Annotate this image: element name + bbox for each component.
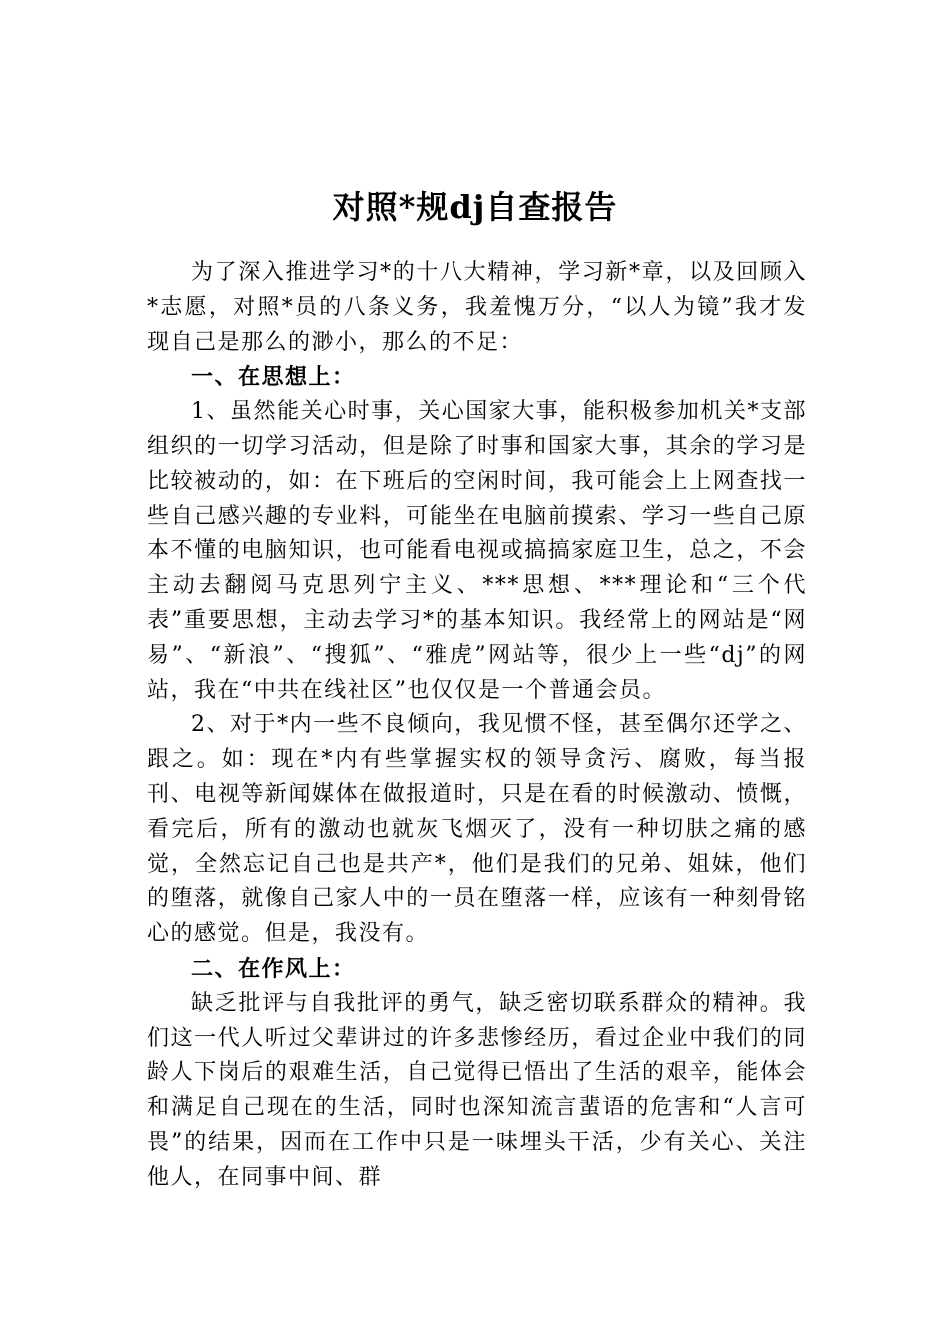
section-heading-thought: 一、在思想上： [191, 364, 356, 391]
paragraph-thought-2: 2、对于*内一些不良倾向，我见惯不怪，甚至偶尔还学之、跟之。如：现在*内有些掌握实权的领导贪污、腐败，每当报刊、电视等新闻媒体在做报道时，只是在看的时候激动、愤慨，看完后，所有的激动也就灰飞烟灭了，没有一种切肤之痛的感觉，全然忘记自己也是共产*，他们是我们的兄弟、姐妹，他们的堕落，就像自己家人中的一员在堕落一样，应该有一种刻骨铭心的感觉。但是，我没有。 [147, 712, 807, 947]
paragraph-style-1: 缺乏批评与自我批评的勇气，缺乏密切联系群众的精神。我们这一代人听过父辈讲过的许多悲惨经历，看过企业中我们的同龄人下岗后的艰难生活，自己觉得已悟出了生活的艰辛，能体会和满足自己现在的生活，同时也深知流言蜚语的危害和“人言可畏”的结果，因而在工作中只是一味埋头干活，少有关心、关注他人，在同事中间、群 [147, 990, 807, 1190]
document-body [147, 256, 807, 1196]
paragraph-thought-1: 1、虽然能关心时事，关心国家大事，能积极参加机关*支部组织的一切学习活动，但是除了时事和国家大事，其余的学习是比较被动的，如：在下班后的空闲时间，我可能会上上网查找一些自己感兴趣的专业料，可能坐在电脑前摸索、学习一些自己原本不懂的电脑知识，也可能看电视或搞搞家庭卫生，总之，不会主动去翻阅马克思列宁主义、***思想、***理论和“三个代表”重要思想，主动去学习*的基本知识。我经常上的网站是“网易”、“新浪”、“搜狐”、“雅虎”网站等，很少上一些“dj”的网站，我在“中共在线社区”也仅仅是一个普通会员。 [147, 399, 807, 703]
document-title: 对照*规dj自查报告 [332, 188, 618, 227]
intro-paragraph: 为了深入推进学习*的十八大精神，学习新*章，以及回顾入*志愿，对照*员的八条义务，我羞愧万分，“以人为镜”我才发现自己是那么的渺小，那么的不足： [147, 260, 807, 355]
section-heading-style: 二、在作风上： [191, 955, 356, 982]
